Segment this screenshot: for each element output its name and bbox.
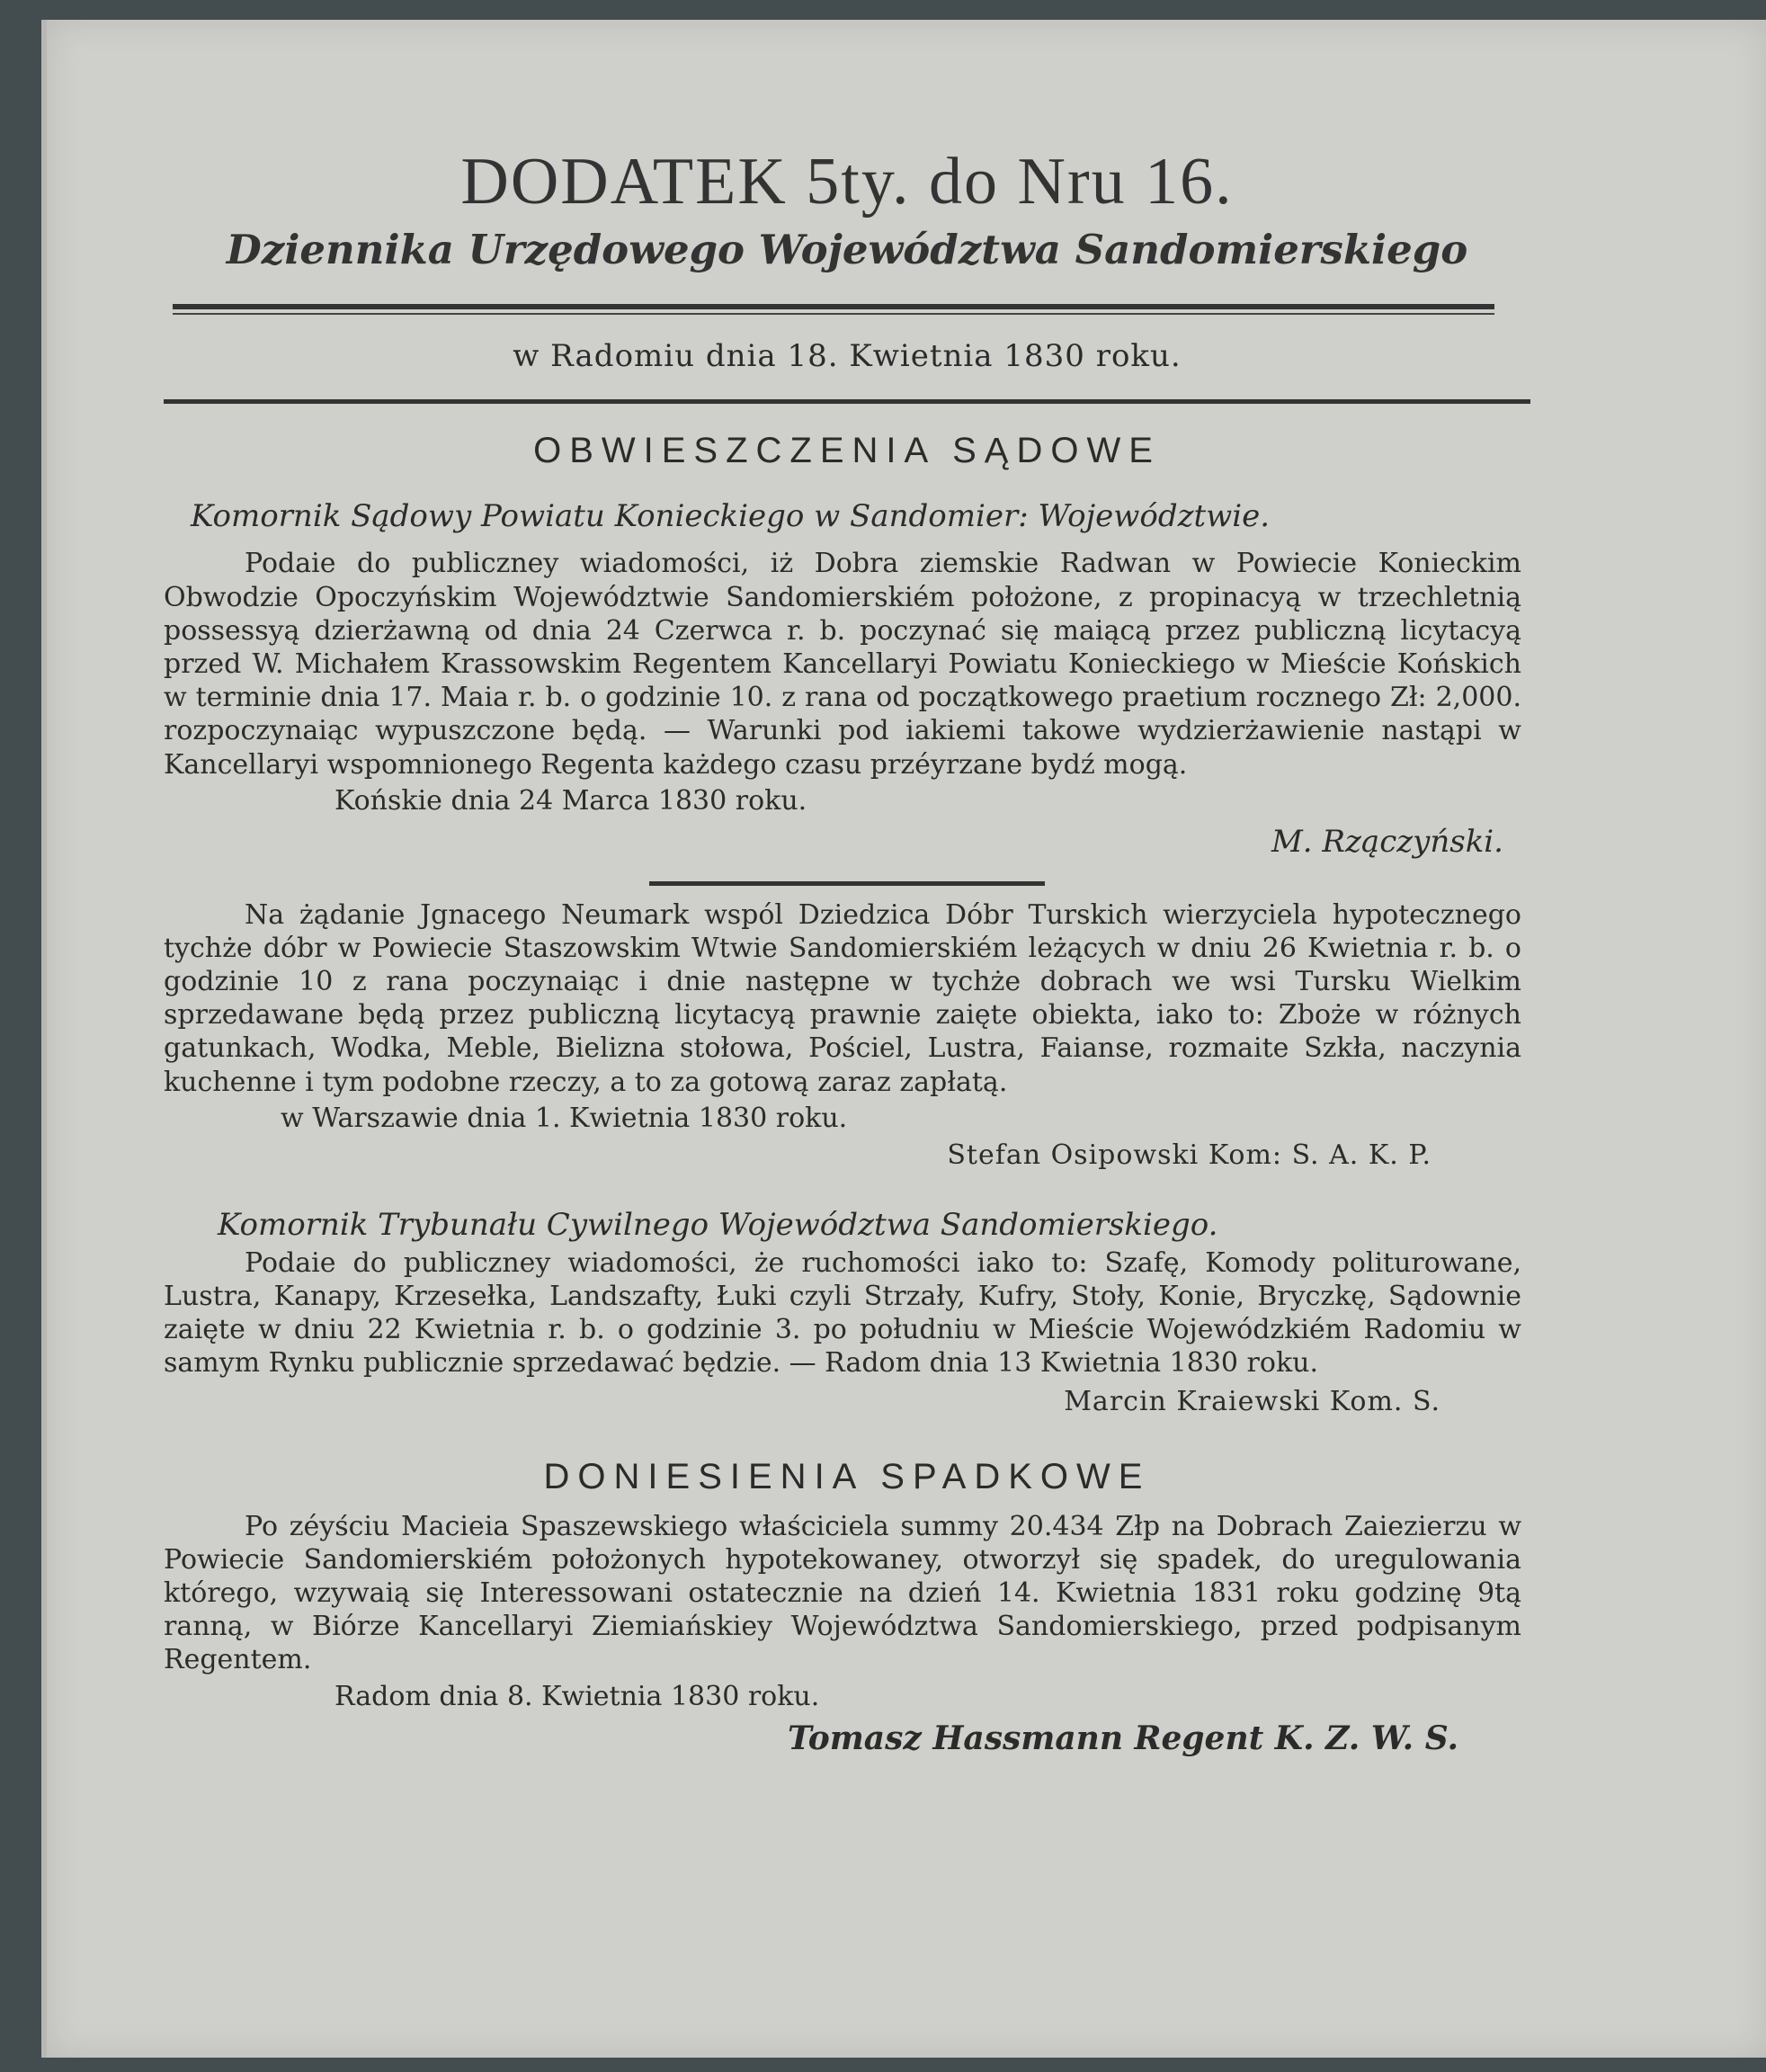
document-page xyxy=(41,20,1766,2058)
page-title: DODATEK 5ty. do Nru 16. xyxy=(460,145,1234,219)
page-content xyxy=(164,128,1530,1757)
notice-text: Podaie do publiczney wiadomości, że ruchomości iako to: Szafę, Komody politurowane, Lustra, Kanapy, Krzesełka, Landszafty, Łuki czyli Strzały, Kufry, Stoły, Konie, Bryczkę, Sądownie zaięte w dniu 22 Kwietnia r. b. o godzinie 3. po południu w Mieście Wojewódzkiém Radomiu w samym Rynku publicznie sprzedawać będzie. — Radom dnia 13 Kwietnia 1830 roku. xyxy=(164,1246,1521,1380)
notice-text: Po zéyściu Macieia Spaszewskiego właściciela summy 20.434 Złp na Dobrach Zaiezierzu w Powiecie Sandomierskiém położonych hypotekowaney, otworzył się spadek, do uregulowania którego, wzywaią się Interessowani ostatecznie na dzień 14. Kwietnia 1831 roku godzinę 9tą ranną, w Biórze Kancellaryi Ziemiańskiey Województwa Sandomierskiego, przed podpisanym Regentem. xyxy=(164,1510,1521,1676)
page-subtitle: Dziennika Urzędowego Województwa Sandomierskiego xyxy=(226,226,1468,274)
notice-date: Radom dnia 8. Kwietnia 1830 roku. xyxy=(334,1680,820,1712)
notice-signature: Stefan Osipowski Kom: S. A. K. P. xyxy=(947,1139,1432,1171)
notice-signature: Marcin Kraiewski Kom. S. xyxy=(1064,1385,1440,1417)
notice-date: w Warszawie dnia 1. Kwietnia 1830 roku. xyxy=(281,1102,848,1134)
dateline-rule xyxy=(164,399,1530,404)
notice-heading: Komornik Trybunału Cywilnego Województwa Sandomierskiego. xyxy=(218,1206,1218,1243)
notice-signature: Tomasz Hassmann Regent K. Z. W. S. xyxy=(788,1719,1458,1757)
notice-signature: M. Rzączyński. xyxy=(1271,823,1503,860)
notice-divider xyxy=(649,881,1045,886)
header-rule-thin xyxy=(173,313,1494,315)
notice-text: Na żądanie Jgnacego Neumark wspól Dziedzica Dóbr Turskich wierzyciela hypotecznego tychże dóbr w Powiecie Staszowskim Wtwie Sandomierskiém leżących w dniu 26 Kwietnia r. b. o godzinie 10 z rana poczynaiąc i dnie następne w tychże dobrach we wsi Tursku Wielkim sprzedawane będą przez publiczną licytacyą prawnie zaięte obiekta, iako to: Zboże w różnych gatunkach, Wodka, Meble, Bielizna stołowa, Pościel, Lustra, Faianse, rozmaite Szkła, naczynia kuchenne i tym podobne rzeczy, a to za gotową zaraz zapłatą. xyxy=(164,898,1521,1098)
section-title-inheritance: DONIESIENIA SPADKOWE xyxy=(543,1456,1151,1496)
dateline: w Radomiu dnia 18. Kwietnia 1830 roku. xyxy=(513,338,1182,375)
notice-date: Końskie dnia 24 Marca 1830 roku. xyxy=(334,784,807,817)
header-rule xyxy=(173,304,1494,309)
notice-heading: Komornik Sądowy Powiatu Konieckiego w Sandomier: Województwie. xyxy=(191,498,1271,535)
section-title-court: OBWIESZCZENIA SĄDOWE xyxy=(533,431,1161,471)
notice-text: Podaie do publiczney wiadomości, iż Dobra ziemskie Radwan w Powiecie Konieckim Obwodzie Opoczyńskim Województwie Sandomierskiém położone, z propinacyą w trzechletnią possessyą dzierżawną od dnia 24 Czerwca r. b. poczynać się maiącą przez publiczną licytacyą przed W. Michałem Krassowskim Regentem Kancellaryi Powiatu Konieckiego w Mieście Końskich w terminie dnia 17. Maia r. b. o godzinie 10. z rana od początkowego praetium rocznego Zł: 2,000. rozpoczynaiąc wypuszczone będą. — Warunki pod iakiemi takowe wydzierżawienie nastąpi w Kancellaryi wspomnionego Regenta każdego czasu przéyrzane bydź mogą. xyxy=(164,548,1521,781)
